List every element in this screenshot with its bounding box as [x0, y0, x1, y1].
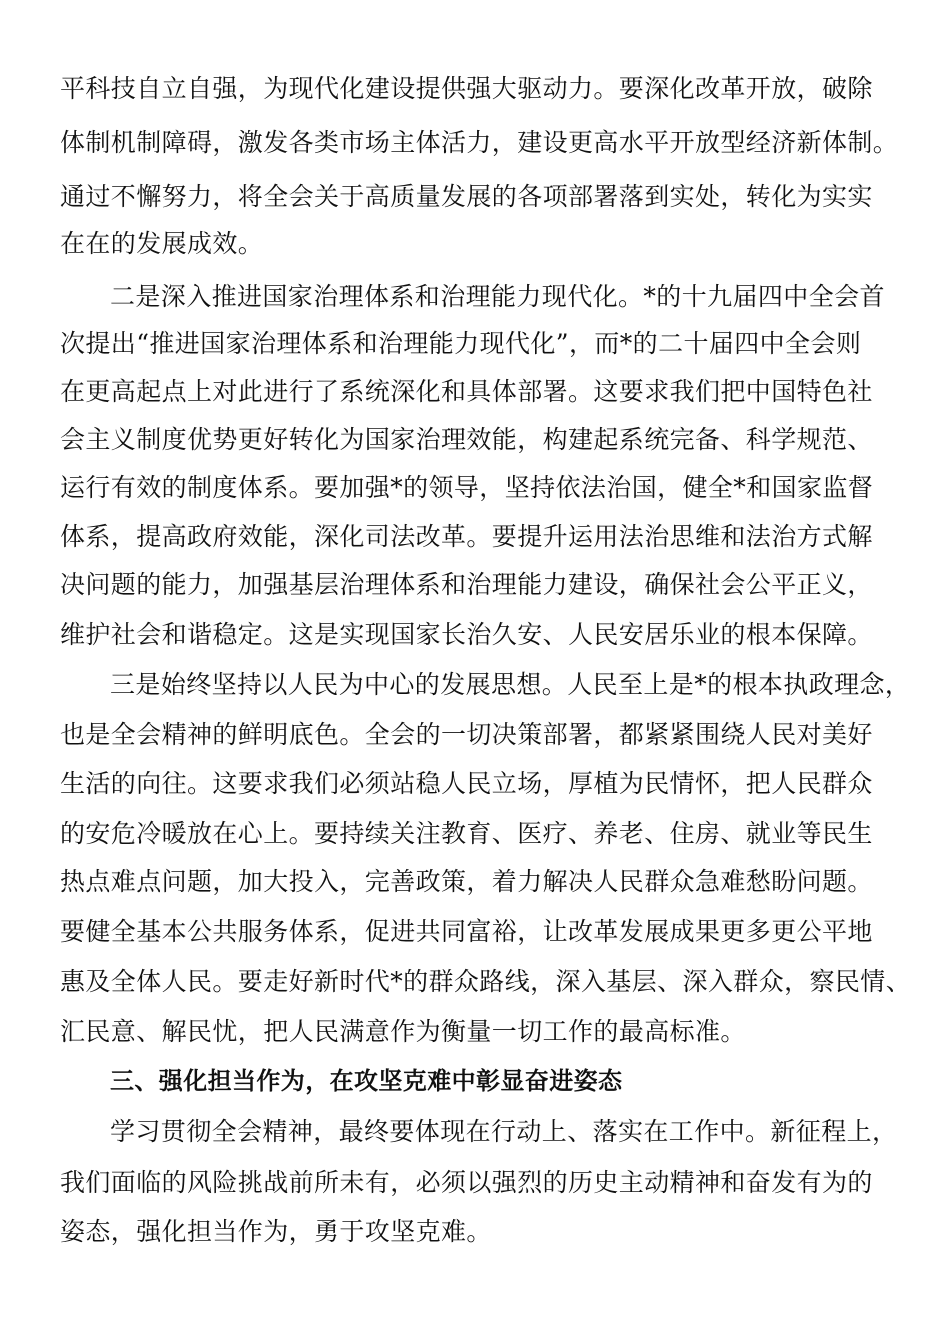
- paragraph-1-line-3: 通过不懈努力，将全会关于高质量发展的各项部署落到实处，转化为实实: [60, 182, 873, 211]
- paragraph-1-line-4: 在在的发展成效。: [60, 229, 264, 258]
- paragraph-1-line-1: 平科技自立自强，为现代化建设提供强大驱动力。要深化改革开放，破除: [60, 74, 873, 103]
- paragraph-3-line-6: 要健全基本公共服务体系，促进共同富裕，让改革发展成果更多更公平地: [60, 917, 873, 946]
- paragraph-3-line-7: 惠及全体人民。要走好新时代*的群众路线，深入基层、深入群众，察民情、: [60, 967, 912, 996]
- paragraph-2-line-2: 次提出“推进国家治理体系和治理能力现代化”，而*的二十届四中全会则: [60, 329, 862, 358]
- paragraph-3-line-3: 生活的向往。这要求我们必须站稳人民立场，厚植为民情怀，把人民群众: [60, 769, 873, 798]
- paragraph-2-line-7: 决问题的能力，加强基层治理体系和治理能力建设，确保社会公平正义，: [60, 570, 873, 599]
- paragraph-4-line-2: 我们面临的风险挑战前所未有，必须以强烈的历史主动精神和奋发有为的: [60, 1168, 873, 1197]
- paragraph-4-line-1: 学习贯彻全会精神，最终要体现在行动上、落实在工作中。新征程上，: [110, 1117, 898, 1146]
- paragraph-2-line-1: 二是深入推进国家治理体系和治理能力现代化。*的十九届四中全会首: [110, 282, 885, 311]
- paragraph-3-line-8: 汇民意、解民忧，把人民满意作为衡量一切工作的最高标准。: [60, 1017, 746, 1046]
- paragraph-2-line-8: 维护社会和谐稳定。这是实现国家长治久安、人民安居乐业的根本保障。: [60, 620, 873, 649]
- paragraph-4-line-3: 姿态，强化担当作为，勇于攻坚克难。: [60, 1217, 492, 1246]
- paragraph-3-line-4: 的安危冷暖放在心上。要持续关注教育、医疗、养老、住房、就业等民生: [60, 819, 873, 848]
- paragraph-1-line-2: 体制机制障碍，激发各类市场主体活力，建设更高水平开放型经济新体制。: [60, 128, 899, 157]
- paragraph-2-line-4: 会主义制度优势更好转化为国家治理效能，构建起系统完备、科学规范、: [60, 425, 873, 454]
- paragraph-2-line-5: 运行有效的制度体系。要加强*的领导，坚持依法治国，健全*和国家监督: [60, 473, 874, 502]
- paragraph-3-line-2: 也是全会精神的鲜明底色。全会的一切决策部署，都紧紧围绕人民对美好: [60, 720, 873, 749]
- section-heading: 三、强化担当作为，在攻坚克难中彰显奋进姿态: [110, 1067, 623, 1095]
- paragraph-2-line-3: 在更高起点上对此进行了系统深化和具体部署。这要求我们把中国特色社: [60, 377, 873, 406]
- paragraph-2-line-6: 体系，提高政府效能，深化司法改革。要提升运用法治思维和法治方式解: [60, 522, 873, 551]
- paragraph-3-line-1: 三是始终坚持以人民为中心的发展思想。人民至上是*的根本执政理念，: [110, 670, 911, 699]
- paragraph-3-line-5: 热点难点问题，加大投入，完善政策，着力解决人民群众急难愁盼问题。: [60, 867, 873, 896]
